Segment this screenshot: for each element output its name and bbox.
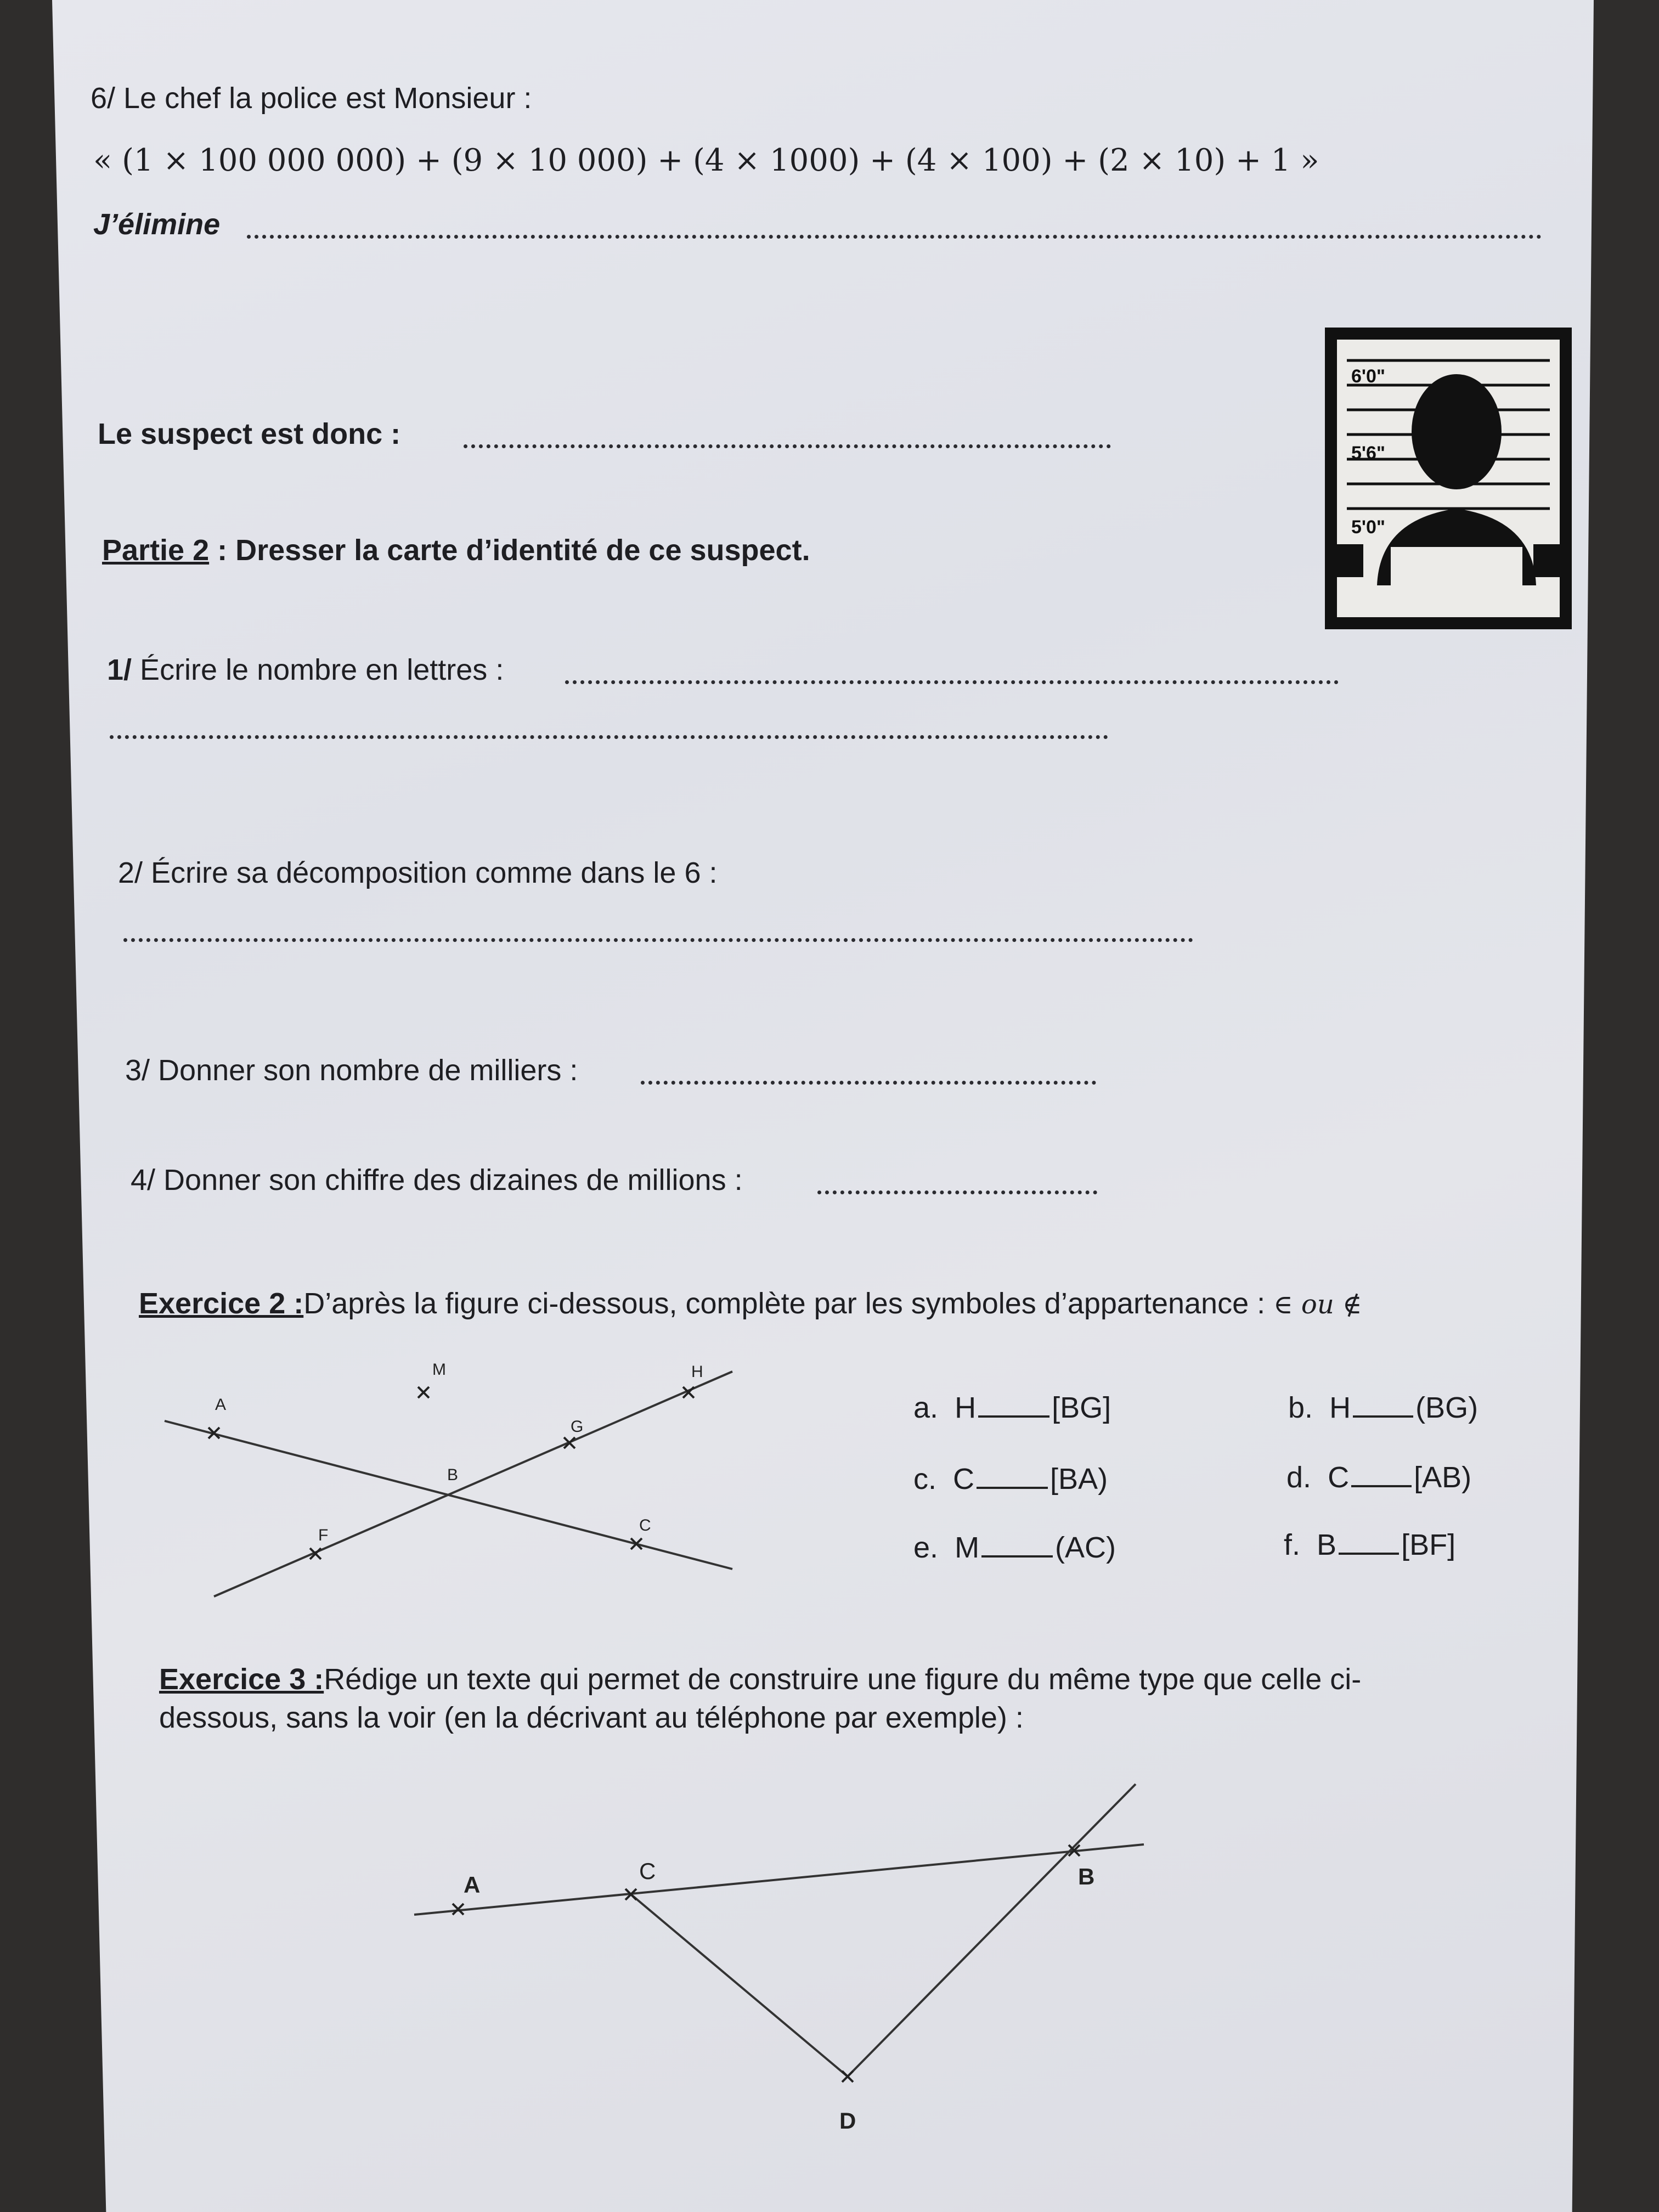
mugshot-image	[1325, 328, 1572, 629]
ex3-point-B: B	[1078, 1864, 1095, 1889]
ex2-point-F: F	[318, 1526, 329, 1544]
ex2-item-e-letter: e.	[913, 1531, 939, 1564]
ex2-item-d[interactable]	[1286, 1460, 1471, 1494]
ex2-item-e-set: (AC)	[1055, 1531, 1116, 1564]
ex3-point-A: A	[464, 1872, 481, 1898]
ex2-item-c-letter: c.	[913, 1463, 937, 1496]
q3-label: 3/ Donner son nombre de milliers :	[125, 1054, 578, 1087]
q4-answer-line[interactable]	[817, 1190, 1097, 1194]
ex2-instruction: D’après la figure ci-dessous, complète par les symboles d’appartenance :	[303, 1287, 1266, 1320]
elimine-label: J’élimine	[93, 208, 221, 241]
mugshot-height-low: 5'0"	[1351, 517, 1386, 538]
ex2-item-a-letter: a.	[913, 1391, 939, 1424]
ex2-heading	[139, 1286, 1362, 1321]
q6-expression: « (1 × 100 000 000) + (9 × 10 000) + (4 × 1000) + (4 × 100) + (2 × 10) + 1 »	[93, 143, 1319, 178]
ex2-item-c-set: [BA)	[1050, 1463, 1108, 1496]
ex2-symbols: ∈ ou ∉	[1273, 1289, 1362, 1320]
ex3-point-D: D	[839, 2108, 856, 2134]
ex2-item-a-blank[interactable]	[978, 1415, 1049, 1418]
ex2-item-a-point: H	[955, 1391, 977, 1424]
partie2-title-prefix: Partie 2	[102, 534, 210, 567]
ex2-item-d-blank[interactable]	[1351, 1485, 1412, 1487]
ex2-item-b-point: H	[1329, 1391, 1351, 1424]
ex3-line-1	[159, 1662, 1361, 1696]
ex2-item-c[interactable]	[913, 1462, 1108, 1496]
partie2-title-rest: : Dresser la carte d’identité de ce suspect.	[209, 534, 810, 567]
ex2-item-a-set: [BG]	[1052, 1391, 1111, 1424]
ex2-item-f[interactable]	[1284, 1528, 1455, 1562]
ex2-item-d-letter: d.	[1286, 1461, 1312, 1494]
ex2-item-b-letter: b.	[1288, 1391, 1313, 1424]
q2-answer-line[interactable]	[123, 938, 1193, 942]
ex2-item-b-set: (BG)	[1415, 1391, 1479, 1424]
elimine-answer-line[interactable]	[247, 235, 1542, 239]
ex2-item-f-letter: f.	[1284, 1528, 1301, 1561]
mugshot-height-mid: 5'6"	[1351, 443, 1386, 464]
ex3-figure	[406, 1778, 1174, 2162]
ex2-item-a[interactable]	[913, 1391, 1111, 1425]
ex2-point-H: H	[691, 1363, 703, 1381]
ex2-point-G: G	[571, 1418, 584, 1436]
q3-answer-line[interactable]	[641, 1081, 1096, 1085]
ex3-text-1: Rédige un texte qui permet de construire une figure du même type que celle ci-	[324, 1663, 1362, 1696]
partie2-title	[102, 533, 810, 567]
ex2-item-d-set: [AB)	[1414, 1461, 1472, 1494]
ex2-item-c-point: C	[953, 1463, 975, 1496]
q4-label: 4/ Donner son chiffre des dizaines de millions :	[131, 1164, 743, 1197]
ex2-point-C: C	[639, 1516, 651, 1534]
ex2-item-f-blank[interactable]	[1339, 1553, 1399, 1555]
ex2-item-b[interactable]	[1288, 1391, 1478, 1425]
ex2-item-e-blank[interactable]	[981, 1555, 1053, 1558]
ex2-point-M: M	[432, 1361, 446, 1379]
ex2-item-b-blank[interactable]	[1353, 1415, 1413, 1418]
q2-label: 2/ Écrire sa décomposition comme dans le 6 :	[118, 856, 718, 889]
ex2-point-B: B	[447, 1466, 459, 1484]
mugshot-silhouette-icon	[1325, 328, 1572, 629]
ex2-figure	[154, 1355, 768, 1607]
ex2-item-d-point: C	[1328, 1461, 1350, 1494]
ex2-item-f-point: B	[1317, 1528, 1337, 1561]
suspect-label: Le suspect est donc :	[98, 417, 401, 450]
mugshot-height-top: 6'0"	[1351, 366, 1386, 387]
q1-answer-line-1[interactable]	[565, 680, 1339, 684]
ex2-item-c-blank[interactable]	[977, 1487, 1048, 1489]
ex2-item-f-set: [BF]	[1401, 1528, 1456, 1561]
ex2-point-A: A	[215, 1396, 227, 1414]
q1-text-display: Écrire le nombre en lettres :	[132, 653, 504, 686]
q6-heading: 6/ Le chef la police est Monsieur :	[91, 82, 532, 115]
ex2-title: Exercice 2 :	[139, 1287, 304, 1320]
q1-label: 1/ Écrire le nombre en lettres :	[107, 653, 504, 686]
ex2-item-e-point: M	[955, 1531, 980, 1564]
ex3-title: Exercice 3 :	[159, 1663, 324, 1696]
q1-answer-line-2[interactable]	[110, 735, 1108, 739]
ex2-item-e[interactable]	[913, 1531, 1116, 1565]
ex3-point-C: C	[639, 1858, 656, 1884]
ex3-line-2: dessous, sans la voir (en la décrivant au téléphone par exemple) :	[159, 1701, 1024, 1734]
suspect-answer-line[interactable]	[464, 444, 1111, 448]
